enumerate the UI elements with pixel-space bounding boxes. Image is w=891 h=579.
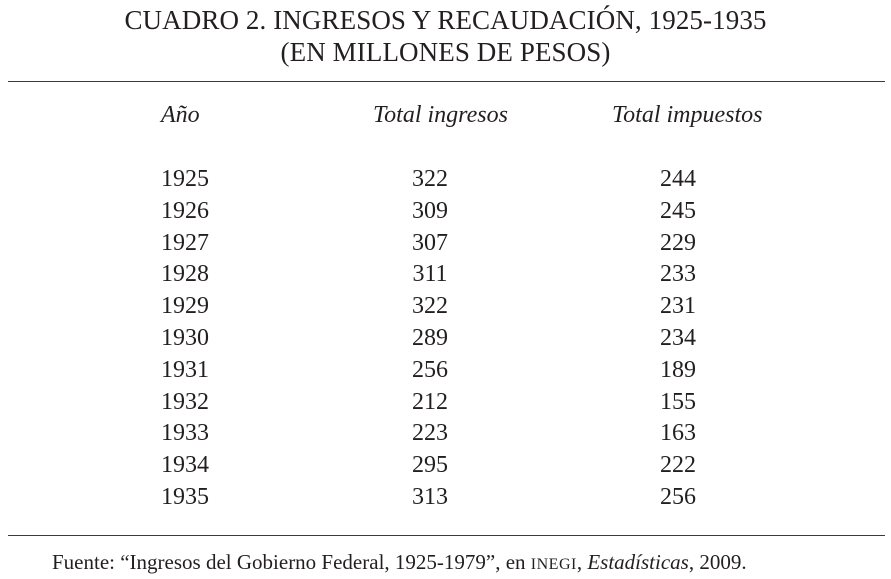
table-row [0, 387, 891, 419]
cell-total-impuestos: 234 [660, 324, 696, 351]
cell-year: 1935 [161, 483, 209, 510]
cell-year: 1925 [161, 166, 209, 192]
cell-total-ingresos: 307 [412, 229, 448, 256]
column-header-year: Año [161, 102, 200, 128]
cell-total-impuestos: 245 [660, 197, 696, 224]
table-row [0, 482, 891, 514]
cell-total-ingresos: 212 [412, 388, 448, 415]
cell-year: 1932 [161, 388, 209, 415]
cell-total-ingresos: 256 [412, 356, 448, 383]
cell-year: 1930 [161, 324, 209, 351]
cell-total-impuestos: 222 [660, 452, 696, 479]
source-suffix: , 2009. [688, 550, 747, 574]
cell-total-impuestos: 233 [660, 261, 696, 288]
cell-total-impuestos: 155 [660, 388, 696, 415]
table-row [0, 259, 891, 291]
cell-year: 1931 [161, 356, 209, 383]
table-row [0, 450, 891, 482]
table-row [0, 196, 891, 228]
table-title: CUADRO 2. INGRESOS Y RECAUDACIÓN, 1925-1935 [124, 5, 767, 35]
table-body [0, 164, 891, 514]
cell-total-impuestos: 231 [660, 293, 696, 320]
cell-total-ingresos: 313 [412, 483, 448, 510]
source-separator: , [576, 550, 588, 574]
source-prefix: Fuente: “Ingresos del Gobierno Federal, 1925-1979”, en [52, 550, 531, 574]
table-row [0, 291, 891, 323]
cell-total-impuestos: 256 [660, 483, 696, 510]
source-publication: Estadísticas [587, 550, 689, 574]
cell-total-impuestos: 244 [660, 166, 696, 192]
table-row [0, 164, 891, 196]
source-note [52, 548, 747, 579]
table-row [0, 355, 891, 387]
cell-total-ingresos: 223 [412, 420, 448, 447]
column-header-total-ingresos: Total ingresos [373, 102, 508, 128]
cell-total-ingresos: 322 [412, 293, 448, 320]
cell-year: 1927 [161, 229, 209, 256]
cell-year: 1929 [161, 293, 209, 320]
cell-total-impuestos: 189 [660, 356, 696, 383]
bottom-rule [8, 535, 885, 536]
table-subtitle: (EN MILLONES DE PESOS) [280, 37, 611, 67]
cell-total-ingresos: 295 [412, 452, 448, 479]
top-rule [8, 81, 885, 82]
cell-total-impuestos: 163 [660, 420, 696, 447]
table-row [0, 323, 891, 355]
cell-total-ingresos: 289 [412, 324, 448, 351]
cell-year: 1933 [161, 420, 209, 447]
cell-total-ingresos: 309 [412, 197, 448, 224]
table-row [0, 418, 891, 450]
cell-year: 1928 [161, 261, 209, 288]
source-org: INEGI [530, 556, 577, 573]
cell-year: 1926 [161, 197, 209, 224]
column-header-total-impuestos: Total impuestos [612, 102, 763, 128]
table-row [0, 228, 891, 260]
cell-total-impuestos: 229 [660, 229, 696, 256]
cell-year: 1934 [161, 452, 209, 479]
cell-total-ingresos: 322 [412, 166, 448, 192]
cell-total-ingresos: 311 [412, 261, 448, 288]
